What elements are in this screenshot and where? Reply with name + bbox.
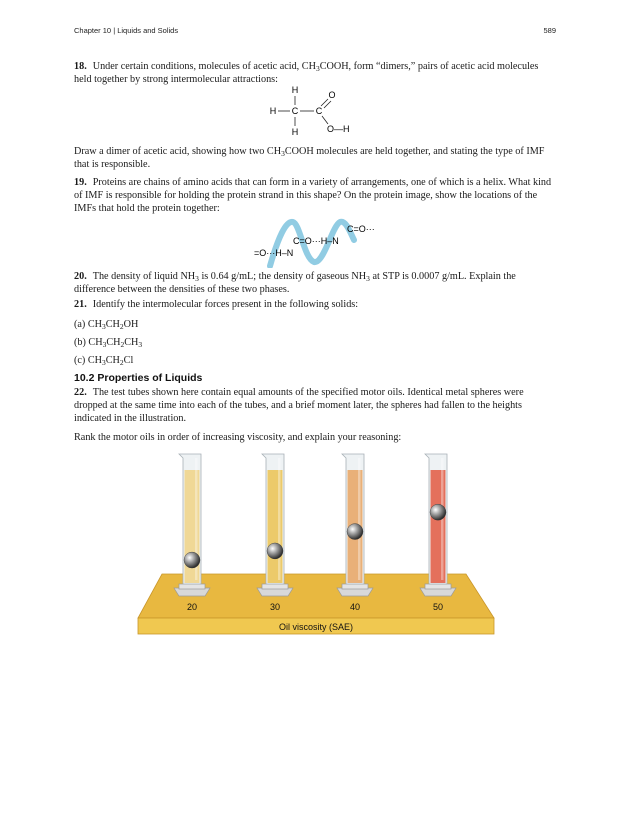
question-text: at STP is 0.0007 g/mL. Explain the difference between the densities of these two phases. bbox=[74, 271, 516, 295]
tube-highlight bbox=[278, 458, 281, 580]
question-number: 20. bbox=[74, 271, 87, 282]
atom-c-carboxyl: C bbox=[315, 106, 323, 116]
subscript: 3 bbox=[102, 358, 106, 367]
question-22 bbox=[74, 386, 558, 425]
tray-caption: Oil viscosity (SAE) bbox=[278, 622, 354, 632]
atom-h-top: H bbox=[291, 85, 299, 95]
atom-h-bottom: H bbox=[291, 127, 299, 137]
question-number: 18. bbox=[74, 61, 87, 72]
tube-highlight bbox=[358, 458, 361, 580]
question-21 bbox=[74, 298, 558, 311]
question-18-followup bbox=[74, 145, 558, 171]
option-a bbox=[74, 318, 558, 331]
subscript: 3 bbox=[366, 274, 370, 283]
atom-c-methyl: C bbox=[291, 106, 299, 116]
option-b bbox=[74, 336, 558, 349]
formula-part: CH bbox=[106, 337, 121, 348]
metal-sphere bbox=[430, 504, 446, 520]
question-22-rank: Rank the motor oils in order of increasing viscosity, and explain your reasoning: bbox=[74, 432, 402, 443]
subscript: 2 bbox=[119, 358, 124, 367]
subscript: 3 bbox=[315, 64, 320, 73]
viscosity-label: 30 bbox=[269, 602, 281, 612]
tube-foot-collar bbox=[425, 584, 451, 589]
metal-sphere bbox=[267, 543, 283, 559]
metal-sphere bbox=[347, 524, 363, 540]
atom-o-carbonyl: O bbox=[328, 90, 336, 100]
question-number: 21. bbox=[74, 299, 87, 310]
question-20 bbox=[74, 270, 558, 296]
question-text: Identify the intermolecular forces present in the following solids: bbox=[92, 299, 359, 310]
formula-part: OH bbox=[123, 319, 139, 330]
viscosity-label: 50 bbox=[432, 602, 444, 612]
formula-part: (a) CH bbox=[74, 319, 103, 330]
tube-foot-collar bbox=[262, 584, 288, 589]
question-text: The test tubes shown here contain equal amounts of the specified motor oils. Identical metal spheres were dropped at the same time into each of the tubes, and a brief moment later, the spheres had fallen to the heights indicated in the illustration. bbox=[74, 387, 524, 424]
tube-foot-collar bbox=[179, 584, 205, 589]
viscosity-label: 40 bbox=[349, 602, 361, 612]
formula-part: (c) CH bbox=[74, 355, 103, 366]
subscript: 3 bbox=[195, 274, 199, 283]
question-18 bbox=[74, 60, 558, 86]
acetic-acid-structure bbox=[270, 84, 370, 138]
formula-part: Cl bbox=[123, 355, 134, 366]
question-number: 19. bbox=[74, 177, 87, 188]
subscript: 3 bbox=[138, 340, 143, 349]
subscript: 3 bbox=[281, 149, 285, 158]
test-tubes-illustration bbox=[136, 446, 496, 638]
question-text: Under certain conditions, molecules of acetic acid, CH bbox=[92, 61, 316, 72]
subscript: 3 bbox=[102, 322, 106, 331]
chapter-header: Chapter 10 | Liquids and Solids bbox=[74, 26, 179, 35]
formula-part: CH bbox=[105, 319, 120, 330]
question-text: The density of liquid NH bbox=[92, 271, 196, 282]
helix-label-top: C=O··· bbox=[347, 224, 375, 234]
hydroxyl-group: O—H bbox=[327, 124, 350, 134]
page-number: 589 bbox=[543, 26, 556, 35]
helix-label-middle: C=O···H–N bbox=[293, 236, 339, 246]
option-c bbox=[74, 354, 558, 367]
metal-sphere bbox=[184, 552, 200, 568]
subscript: 3 bbox=[102, 340, 107, 349]
question-text: Draw a dimer of acetic acid, showing how two CH bbox=[74, 146, 282, 157]
helix-label-bottom: =O···H–N bbox=[254, 248, 294, 258]
protein-helix-diagram bbox=[248, 218, 388, 268]
subscript: 2 bbox=[120, 340, 125, 349]
viscosity-label: 20 bbox=[186, 602, 198, 612]
subscript: 2 bbox=[119, 322, 124, 331]
atom-h-left: H bbox=[270, 106, 277, 116]
question-number: 22. bbox=[74, 387, 87, 398]
section-heading: 10.2 Properties of Liquids bbox=[74, 372, 203, 384]
formula-part: CH bbox=[124, 337, 139, 348]
tube-foot-collar bbox=[342, 584, 368, 589]
question-text: COOH molecules are held together, and stating the type of IMF that is responsible. bbox=[74, 146, 545, 170]
formula-part: CH bbox=[105, 355, 120, 366]
question-text: Proteins are chains of amino acids that can form in a variety of arrangements, one of which is a helix. What kind of IMF is responsible for holding the protein strand in this shape? On the protein image, show the locations of the IMFs that hold the protein together: bbox=[74, 177, 552, 214]
question-text: COOH, form “dimers,” pairs of acetic acid molecules held together by strong intermolecular attractions: bbox=[74, 61, 539, 85]
question-text: is 0.64 g/mL; the density of gaseous NH bbox=[198, 271, 367, 282]
formula-part: (b) CH bbox=[74, 337, 103, 348]
question-19 bbox=[74, 176, 558, 215]
